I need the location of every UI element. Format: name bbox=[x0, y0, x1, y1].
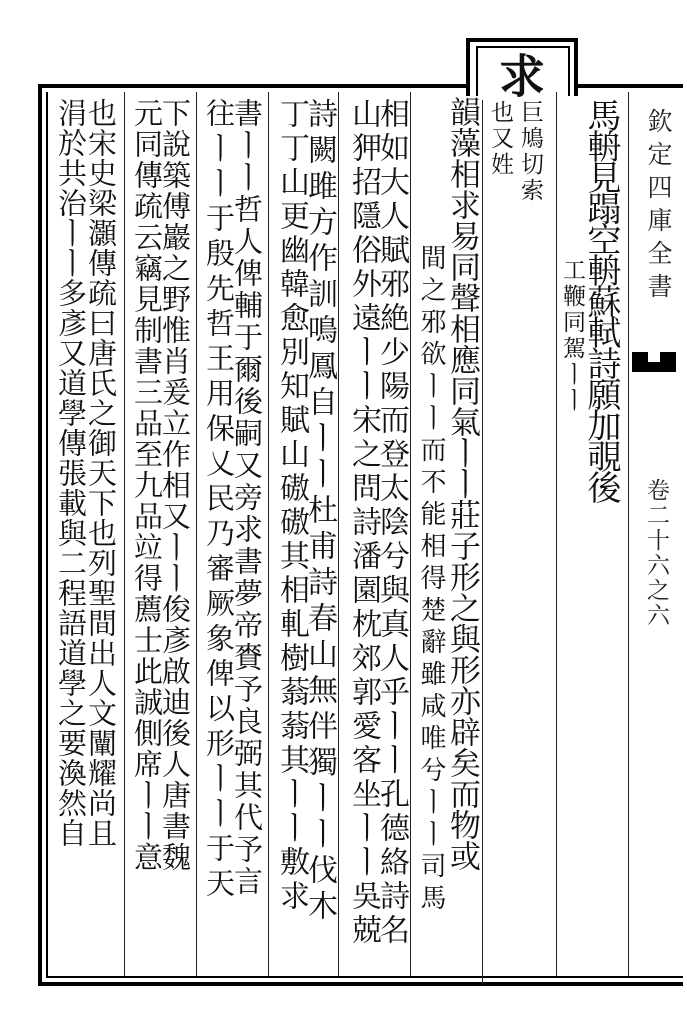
column-rule bbox=[124, 92, 125, 976]
margin-rule bbox=[628, 92, 629, 976]
fish-tail-notch bbox=[648, 352, 660, 362]
column-rule bbox=[268, 92, 269, 976]
column-rule bbox=[482, 100, 483, 984]
column-rule bbox=[196, 92, 197, 976]
heading-character: 求 bbox=[492, 52, 546, 98]
bottom-border-line bbox=[46, 976, 683, 978]
text-column: 相如大人賦邪絶少陽而登太陰兮與真人乎ㅣㅣ孔德絡詩名 bbox=[374, 98, 409, 948]
text-column: 也又姓 bbox=[487, 100, 513, 178]
column-rule bbox=[338, 92, 339, 976]
text-column: 元同傳疏云竊見制書三品至九品竝得薦士此誠側席ㅣㅣ意 bbox=[130, 98, 164, 873]
text-column: 巨鳩切索 bbox=[517, 100, 543, 204]
text-column: 詩闕雎方作訓鳴鳳自ㅣㅣ杜甫詩春山無伴獨ㅣㅣ伐木 bbox=[302, 98, 337, 926]
volume-label: 卷二十六之六 bbox=[643, 478, 669, 628]
text-column: 涓於共治ㅣㅣ多彥又道學傳張載與二程語道學之要渙然自 bbox=[54, 98, 88, 848]
text-column: 書ㅣㅣ哲人俾輔于爾後嗣又旁求書夢帝賚予良弼其代予言 bbox=[230, 98, 264, 898]
text-column: 也宋史梁灝傳疏曰唐氏之御天下也列聖間出人文闡耀尚且 bbox=[84, 98, 118, 848]
series-title: 欽定四庫全書 bbox=[644, 108, 673, 306]
column-rule bbox=[556, 92, 557, 976]
text-column: 山狎招隱俗外遠ㅣㅣ宋之問詩潘園枕郊郭愛客坐ㅣㅣ吳兢 bbox=[346, 98, 381, 948]
text-column: 丁丁山更幽韓愈別知賦山磝磝其相軋樹蓊蓊其ㅣㅣ敷求 bbox=[274, 98, 309, 914]
text-column: 往ㅣㅣ于殷先哲王用保乂民乃審厥象俾以形ㅣㅣ于天 bbox=[202, 98, 236, 903]
text-column: 工鞭同駕ㅣㅣ bbox=[559, 258, 585, 414]
text-column: 間之邪欲ㅣㅣ而不能相得楚辭雖咸唯兮ㅣㅣ司馬 bbox=[416, 244, 446, 916]
text-column: 下說築傅巖之野惟肖爰立作相又ㅣㅣ俊彥啟迪後人唐書魏 bbox=[158, 98, 192, 873]
column-rule bbox=[410, 92, 411, 976]
text-column: 韻藻相求易同聲相應同氣ㅣㅣ莊子形之與形亦辟矣而物或 bbox=[444, 96, 480, 871]
inner-border-line bbox=[46, 92, 48, 978]
text-column: 馬輈見蹋空輈蘇軾詩願加覗後 bbox=[581, 98, 621, 501]
